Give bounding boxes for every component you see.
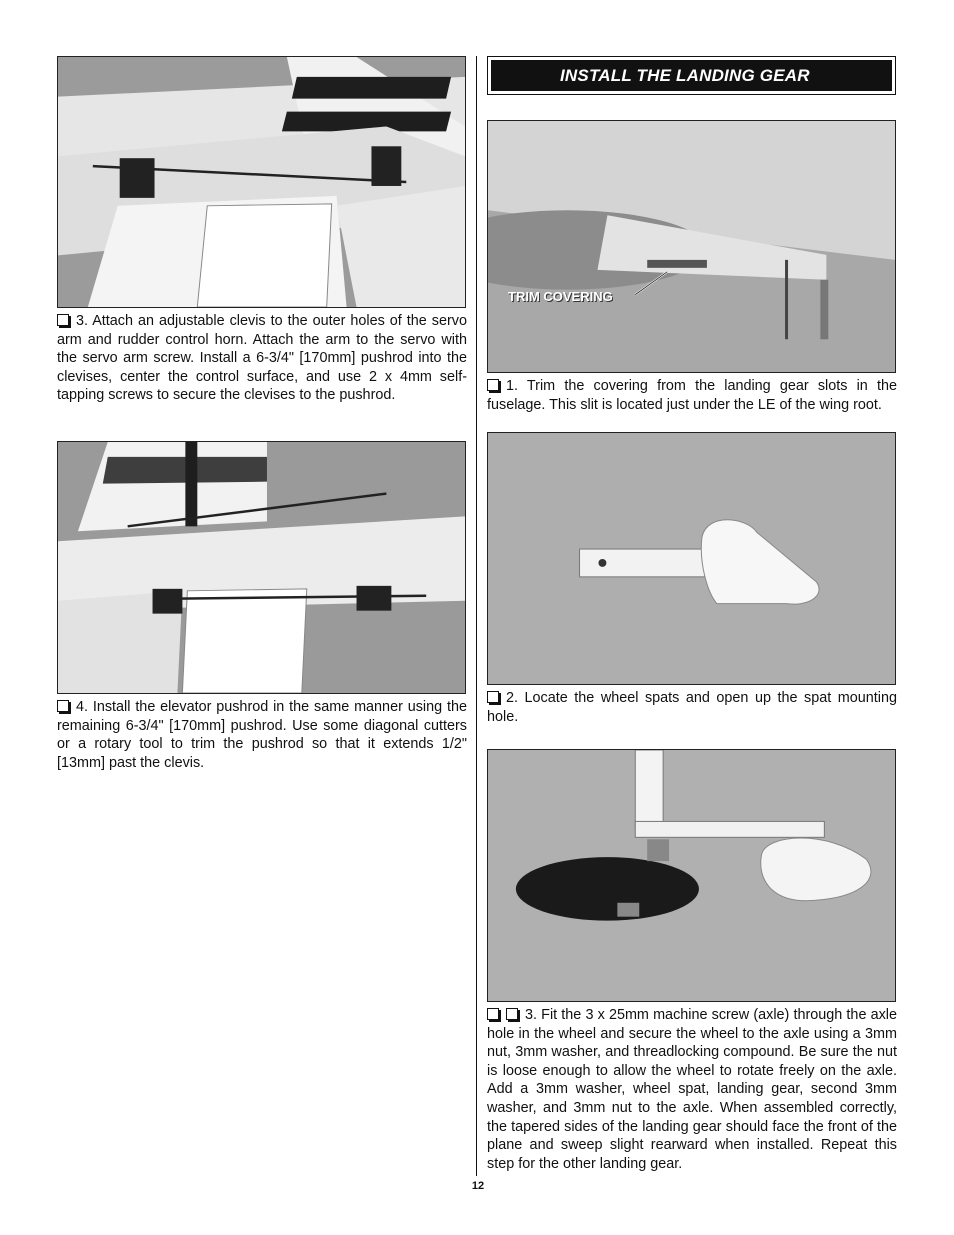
step-gear2-text: 2. Locate the wheel spats and open up the spat mounting hole. [487, 690, 897, 725]
checkbox-icon[interactable] [487, 691, 499, 703]
checkbox-icon[interactable] [487, 1008, 499, 1020]
photo-wheel-assembly [487, 749, 896, 1002]
photo-wheel-spat [487, 432, 896, 685]
trim-covering-callout: TRIM COVERING [508, 289, 613, 304]
checkbox-icon[interactable] [57, 700, 69, 712]
checkbox-icon[interactable] [506, 1008, 518, 1020]
photo-elevator-linkage [57, 441, 466, 694]
checkbox-icon[interactable] [487, 379, 499, 391]
page-number: 12 [471, 1180, 485, 1192]
photo-landing-gear-slot [487, 120, 896, 373]
photo-rudder-linkage [57, 56, 466, 308]
step-gear3-text: 3. Fit the 3 x 25mm machine screw (axle) through the axle hole in the wheel and secure the wheel to the axle using a 3mm nut, 3mm washer, and threadlocking compound. Be sure the nut is loose enough to allow the wheel to rotate freely on the axle. Add a 3mm washer, wheel spat, landing gear, second 3mm washer, and 3mm nut to the axle. When assembled correctly, the tapered sides of the landing gear should face the front of the plane and sweep slight rearward when installed. Repeat this step for the other landing gear. [487, 1007, 897, 1172]
section-title: INSTALL THE LANDING GEAR [491, 60, 892, 91]
step-rudder-text: 3. Attach an adjustable clevis to the outer holes of the servo arm and rudder control horn. Attach the arm to the servo with the servo arm screw. Install a 6-3/4" [170mm] pushrod into the clevises, center the control surface, and use 2 x 4mm self-tapping screws to secure the clevises to the pushrod. [57, 313, 467, 404]
column-divider [476, 56, 477, 1176]
step-gear1-text: 1. Trim the covering from the landing gear slots in the fuselage. This slit is located just under the LE of the wing root. [487, 378, 897, 413]
step-elevator-text: 4. Install the elevator pushrod in the same manner using the remaining 6-3/4" [170mm] pushrod. Use some diagonal cutters or a rotary tool to trim the pushrod so that it extends 1/2" [13mm] past the clevis. [57, 699, 467, 771]
checkbox-icon[interactable] [57, 314, 69, 326]
section-header [487, 56, 896, 95]
